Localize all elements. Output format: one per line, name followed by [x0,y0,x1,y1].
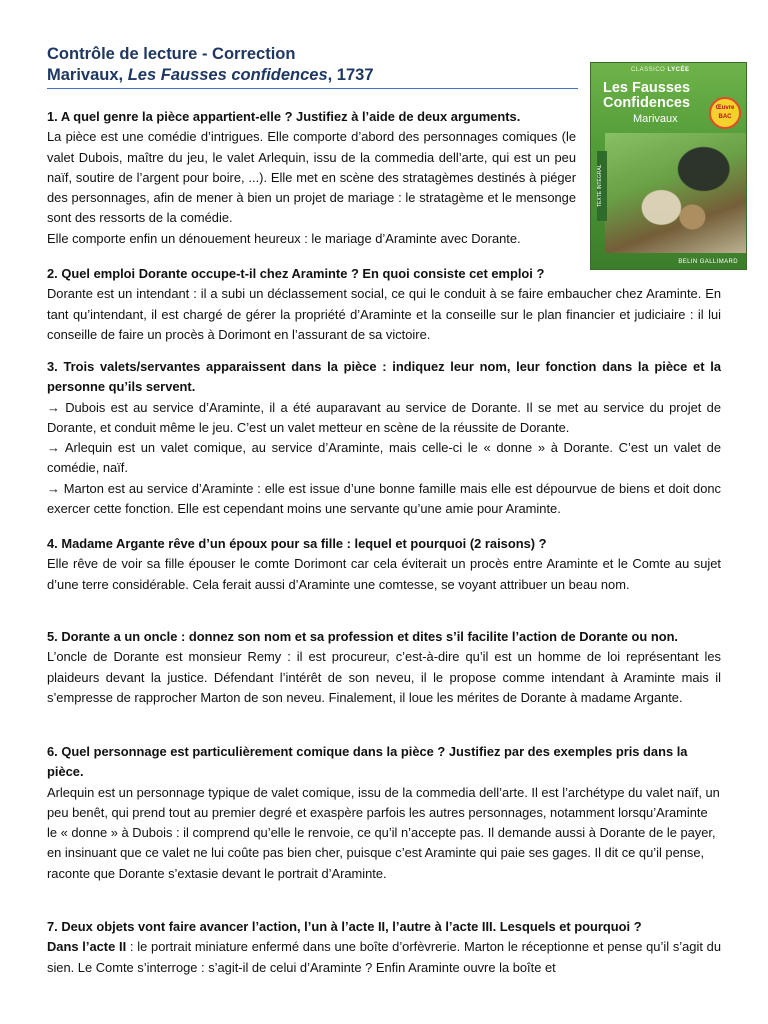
work-title: Les Fausses confidences [127,66,328,84]
question-5: 5. Dorante a un oncle : donnez son nom et sa profession et dites s’il facilite l’action de Dorante ou non. [47,629,679,644]
cover-author: Marivaux [633,113,678,125]
answer-3-dubois: → Dubois est au service d’Araminte, il a été auparavant au service de Dorante. Il se met au service du projet de Dorante, et conduit même le jeu. C’est un valet metteur en scène de la réussite de Dorante. [47,399,721,435]
section-7 [47,917,721,978]
document-title: Contrôle de lecture - Correction [47,45,296,63]
answer-3-marton: → Marton est au service d’Araminte : elle est issue d’une bonne famille mais elle est dépourvue de biens et doit donc exercer cette fonction. Elle est cependant moins une servante qu’une amie pour Araminte. [47,480,721,517]
document-header [47,44,579,86]
cover-title: Les Fausses Confidences [603,80,691,111]
answer-2-paragraph-1: Dorante est un intendant : il a subi un déclassement social, ce qui le conduit à se faire embaucher chez Araminte. En tant qu’intendant, il est chargé de gérer la propriété d’Araminte et la conseille sur le plan financier et judiciaire : il lui conseille de faire un procès à Dorimont en l’assurant de sa victoire. [47,286,721,342]
section-4 [47,534,721,595]
cover-photo [605,133,746,253]
document-subtitle [47,65,579,86]
answer-7-text: : le portrait miniature enfermé dans une boîte d’orfèvrerie. Marton le réceptionne et pense qu’il s’agit du sien. Le Comte s’interroge : s’agit-il de celui d’Araminte ? Enfin Araminte ouvre la boîte et [47,939,722,975]
section-3 [47,357,721,519]
question-1: 1. A quel genre la pièce appartient-elle ? Justifiez à l’aide de deux arguments. [47,109,521,124]
answer-7-lead: Dans l’acte II [47,939,127,955]
answer-1-paragraph-1: La pièce est une comédie d’intrigues. Elle comporte d’abord des personnages comiques (le valet Dubois, maître du jeu, le valet Arlequin, issu de la commedia dell’arte, qui est un peu naïf, soutire de l’argent pour boire, ...). Elle met en scène des stratagèmes destinés à piéger des personnages, afin de mener à bien un projet de mariage : le stratagème et le mensonge sont des ressorts de la comédie. [47,129,576,226]
book-cover-image [590,62,747,270]
section-5 [47,627,721,708]
header-rule [47,88,578,89]
cover-publisher: BELIN GALLIMARD [678,259,738,265]
question-3: 3. Trois valets/servantes apparaissent dans la pièce : indiquez leur nom, leur fonction dans la pièce et la personne qu’ils servent. [47,359,721,395]
answer-3-arlequin: → Arlequin est un valet comique, au service d’Araminte, mais celle-ci le « donne » à Dorante. C’est un valet de comédie, naïf. [47,440,721,476]
answer-6-paragraph-1: Arlequin est un personnage typique de valet comique, issu de la commedia dell’arte. Il est l’archétype du valet naïf, un peu benêt, qui prend tout au premier degré et exaspère parfois les autres personnages, notamment lorsqu’Araminte le « donne » à Dubois : il comprend qu’elle le renvoie, ce qu’il n’accepte pas. Il demande aussi à Dorante de le payer, en insinuant que ce valet ne lui coûte pas bien cher, puisque c’est Araminte qui paie ses gages. Il dit ce qu’il pense, raconte que Dorante s’extasie devant le portrait d’Araminte. [47,784,720,881]
question-6: 6. Quel personnage est particulièrement comique dans la pièce ? Justifiez par des exemples pris dans la pièce. [47,744,688,780]
question-4: 4. Madame Argante rêve d’un époux pour sa fille : lequel et pourquoi (2 raisons) ? [47,536,547,551]
question-2: 2. Quel emploi Dorante occupe-t-il chez Araminte ? En quoi consiste cet emploi ? [47,266,545,281]
section-6 [47,742,721,884]
cover-series: CLASSICO LYCÉE [631,67,690,73]
answer-5-paragraph-1: L’oncle de Dorante est monsieur Remy : il est procureur, c’est-à-dire qu’il est un homme de loi représentant les plaideurs devant la justice. Défendant l’intérêt de son neveu, il le propose comme intendant à Araminte mais il s’empresse de rapprocher Marton de son neveu. Finalement, il loue les mérites de Dorante à madame Argante. [47,649,721,705]
answer-4-paragraph-1: Elle rêve de voir sa fille épouser le comte Dorimont car cela éviterait un procès entre Araminte et le Comte au sujet d’une terre considérable. Cela ferait aussi d’Araminte une comtesse, se voyant attribuer un beau nom. [47,556,721,592]
author-name: Marivaux, [47,66,128,84]
answer-7-paragraph-1 [47,937,721,978]
answer-1-paragraph-2: Elle comporte enfin un dénouement heureux : le mariage d’Araminte avec Dorante. [47,230,521,246]
work-year: , 1737 [327,66,374,84]
cover-side-label: TEXTE INTÉGRAL [597,151,607,221]
question-7: 7. Deux objets vont faire avancer l’action, l’un à l’acte II, l’autre à l’acte III. Lesquels et pourquoi ? [47,919,642,934]
cover-bac-badge: Œuvre BAC [709,97,741,129]
section-2 [47,264,721,345]
section-1 [47,107,576,249]
